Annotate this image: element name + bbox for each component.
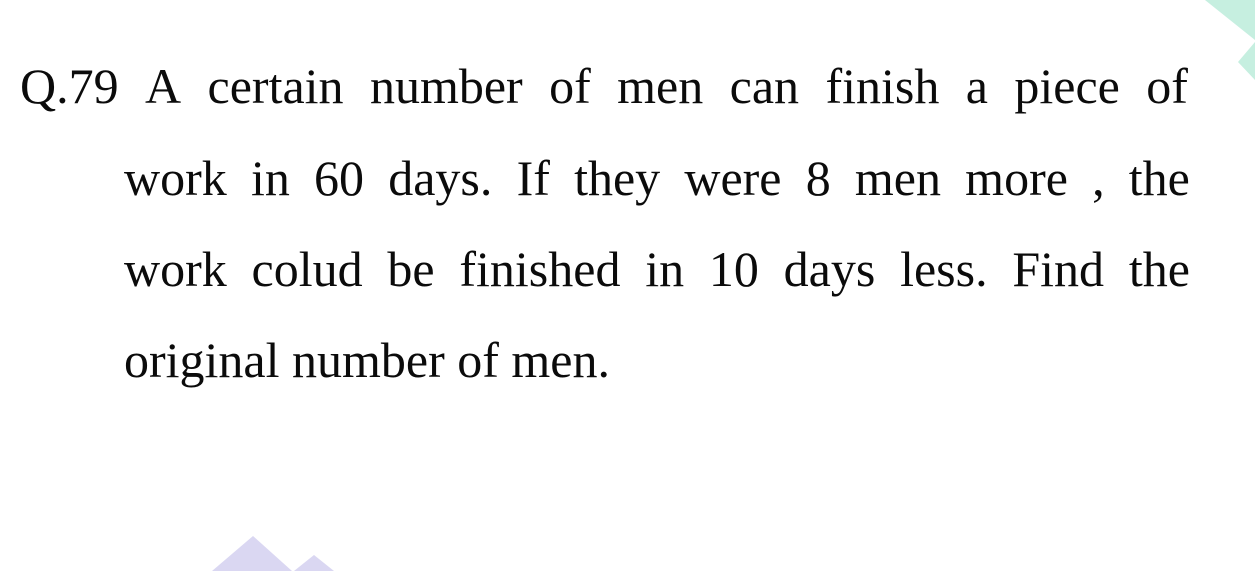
question-line-1	[20, 56, 1188, 116]
word: 10	[708, 241, 759, 297]
word: certain	[207, 58, 344, 114]
word: If	[516, 150, 550, 206]
word: finished	[459, 241, 621, 297]
word: A	[145, 58, 182, 114]
word: men	[617, 58, 704, 114]
word: a	[965, 58, 988, 114]
word: less.	[900, 241, 988, 297]
word: the	[1128, 150, 1190, 206]
word: 60	[314, 150, 365, 206]
word: ,	[1092, 150, 1105, 206]
word: can	[729, 58, 800, 114]
word: Find	[1012, 241, 1105, 297]
word: more	[965, 150, 1068, 206]
question-line-2	[124, 148, 1190, 208]
word: days.	[388, 150, 493, 206]
question-line-4: original number of men.	[124, 332, 610, 388]
word: piece	[1014, 58, 1120, 114]
word: they	[574, 150, 661, 206]
word: of	[549, 58, 591, 114]
word: work	[124, 241, 227, 297]
question-line-3	[124, 239, 1190, 299]
word: in	[645, 241, 685, 297]
word: 8	[805, 150, 831, 206]
word: the	[1128, 241, 1190, 297]
word: colud	[251, 241, 363, 297]
word: of	[1146, 58, 1188, 114]
word: men	[854, 150, 941, 206]
word: days	[783, 241, 876, 297]
word: number	[369, 58, 523, 114]
word: in	[250, 150, 290, 206]
word: were	[684, 150, 782, 206]
word: work	[124, 150, 227, 206]
question-number: Q.79	[20, 58, 119, 114]
word: be	[387, 241, 435, 297]
word: finish	[825, 58, 940, 114]
